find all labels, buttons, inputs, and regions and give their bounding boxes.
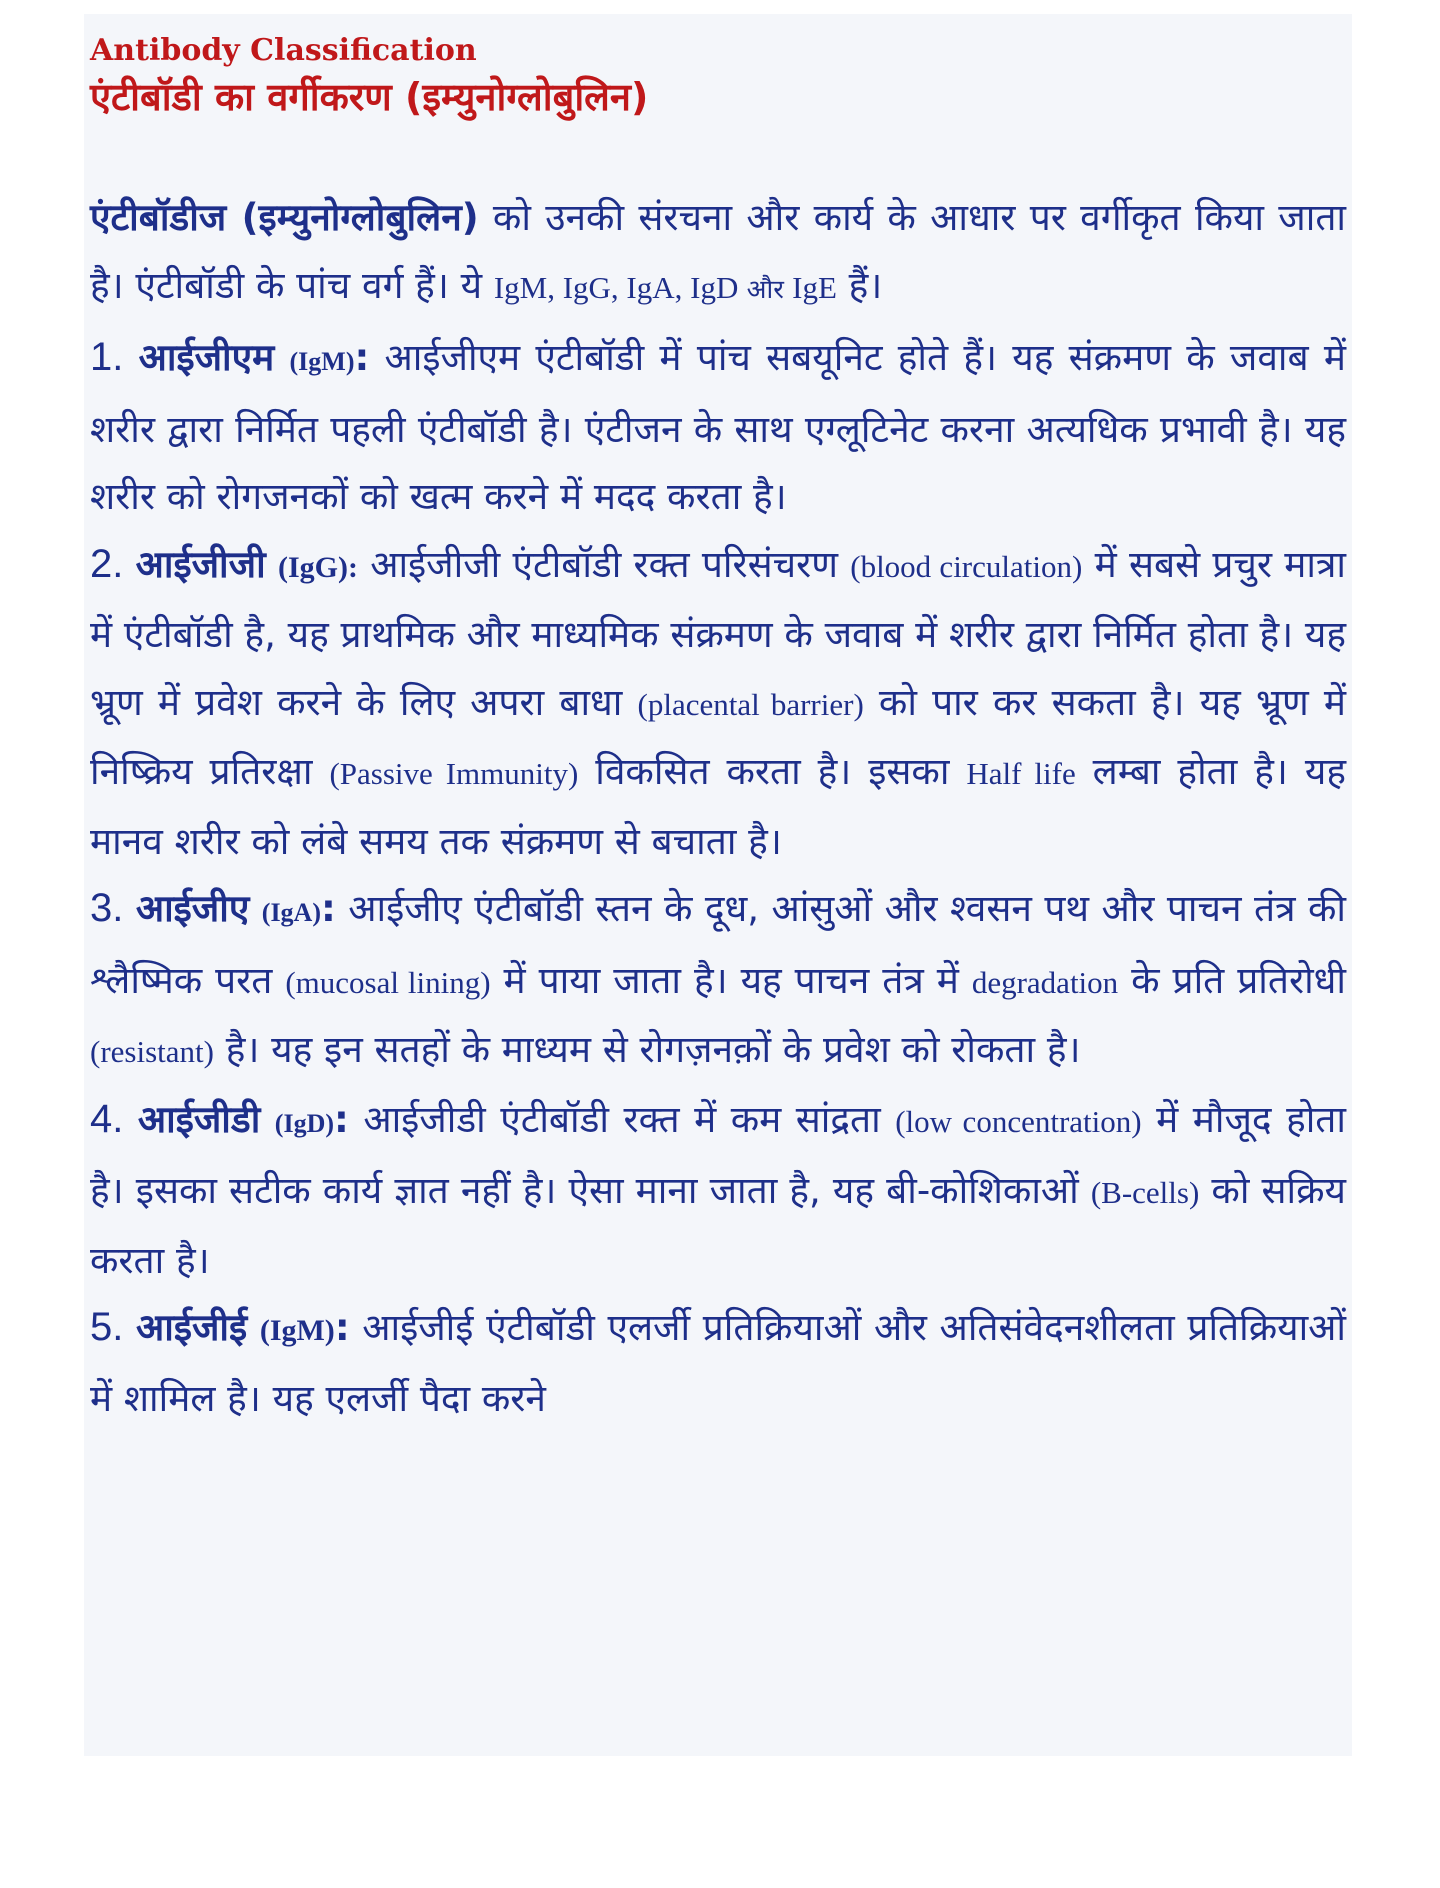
item-english-term: degradation bbox=[971, 964, 1119, 1000]
item-text: आईजीएम एंटीबॉडी में पांच सबयूनिट होते हैं। यह संक्रमण के जवाब में शरीर द्वारा निर्मित पहली एंटीबॉडी है। एंटीजन के साथ एग्लूटिनेट करना अत्यधिक प्रभावी है। यह शरीर को रोगजनकों को खत्म करने में मदद करता है। bbox=[90, 336, 1346, 518]
intro-lead: एंटीबॉडीज (इम्युनोग्लोबुलिन) bbox=[90, 196, 479, 239]
title-hindi: एंटीबॉडी का वर्गीकरण (इम्युनोग्लोबुलिन) bbox=[90, 75, 649, 119]
item-english-term: (B-cells) bbox=[1090, 1175, 1200, 1210]
item-abbr: (IgM) bbox=[289, 347, 355, 376]
item-english-term: Half life bbox=[966, 756, 1076, 791]
item-text: में मौजूद होता है। इसका सटीक कार्य ज्ञात नहीं है। ऐसा माना जाता है, यह बी-कोशिकाओं bbox=[90, 1097, 1346, 1212]
document-page bbox=[84, 14, 1352, 1756]
item-english-term: (mucosal lining) bbox=[285, 964, 491, 1000]
item-igd bbox=[90, 1086, 1346, 1295]
item-text: आईजीए एंटीबॉडी स्तन के दूध, आंसुओं और श्वसन पथ और पाचन तंत्र की श्लैष्मिक परत bbox=[90, 887, 1346, 1002]
item-text: आईजीजी एंटीबॉडी रक्त परिसंचरण bbox=[357, 542, 851, 586]
item-english-term: (low concentration) bbox=[895, 1103, 1142, 1139]
item-name: आईजीएम bbox=[138, 336, 275, 379]
item-number: 2. bbox=[90, 541, 124, 586]
item-text: को पार कर सकता है। यह भ्रूण में निष्क्रिय प्रतिरक्षा bbox=[90, 680, 1346, 793]
item-colon: : bbox=[334, 1097, 349, 1141]
item-igm bbox=[90, 324, 1346, 531]
item-english-term: (resistant) bbox=[90, 1034, 214, 1069]
item-text: को सक्रिय करता है। bbox=[90, 1169, 1346, 1282]
item-name: आईजीजी bbox=[135, 542, 266, 586]
item-text: में पाया जाता है। यह पाचन तंत्र में bbox=[490, 958, 972, 1002]
item-colon: : bbox=[334, 1306, 350, 1349]
item-text: लम्बा होता है। यह मानव शरीर को लंबे समय तक संक्रमण से बचाता है। bbox=[90, 750, 1346, 863]
intro-end: हैं। bbox=[836, 263, 883, 307]
item-english-term: (placental barrier) bbox=[637, 686, 864, 722]
item-abbr: (IgG): bbox=[277, 550, 358, 584]
item-number: 4. bbox=[90, 1096, 124, 1141]
intro-text: को उनकी संरचना और कार्य के आधार पर वर्गीकृत किया जाता है। एंटीबॉडी के पांच वर्ग हैं। ये bbox=[90, 196, 1346, 307]
item-colon: : bbox=[321, 887, 336, 930]
item-abbr: (IgA) bbox=[261, 898, 321, 927]
item-colon: : bbox=[354, 336, 370, 379]
item-text: आईजीडी एंटीबॉडी रक्त में कम सांद्रता bbox=[348, 1097, 896, 1141]
item-ige bbox=[90, 1294, 1346, 1432]
item-english-term: (blood circulation) bbox=[850, 548, 1083, 584]
intro-last: IgE bbox=[792, 269, 837, 305]
intro-paragraph bbox=[90, 184, 1346, 324]
item-number: 5. bbox=[90, 1305, 124, 1349]
item-text: है। यह इन सतहों के माध्यम से रोगज़नक़ों के प्रवेश को रोकता है। bbox=[213, 1028, 1081, 1071]
item-abbr: (IgM) bbox=[259, 1314, 335, 1347]
intro-classes: IgM, IgG, IgA, IgD bbox=[493, 269, 739, 305]
item-name: आईजीई bbox=[136, 1306, 248, 1349]
item-english-term: (Passive Immunity) bbox=[329, 756, 579, 791]
item-text: आईजीई एंटीबॉडी एलर्जी प्रतिक्रियाओं और अतिसंवेदनशीलता प्रतिक्रियाओं में शामिल है। यह एलर्जी पैदा करने bbox=[90, 1306, 1346, 1420]
item-number: 3. bbox=[90, 886, 124, 930]
item-name: आईजीए bbox=[135, 887, 250, 930]
item-text: में सबसे प्रचुर मात्रा में एंटीबॉडी है, यह प्राथमिक और माध्यमिक संक्रमण के जवाब में शरीर द्वारा निर्मित होता है। यह भ्रूण में प्रवेश करने के लिए अपरा बाधा bbox=[90, 542, 1347, 724]
item-text: विकसित करता है। इसका bbox=[578, 750, 967, 793]
item-number: 1. bbox=[90, 335, 124, 379]
item-name: आईजीडी bbox=[137, 1097, 261, 1141]
item-text: के प्रति प्रतिरोधी bbox=[1118, 958, 1346, 1002]
item-abbr: (IgD) bbox=[274, 1108, 335, 1138]
intro-and: और bbox=[738, 274, 793, 305]
item-igg bbox=[90, 531, 1346, 876]
item-iga bbox=[90, 875, 1346, 1086]
title-english: Antibody Classification bbox=[90, 33, 477, 68]
